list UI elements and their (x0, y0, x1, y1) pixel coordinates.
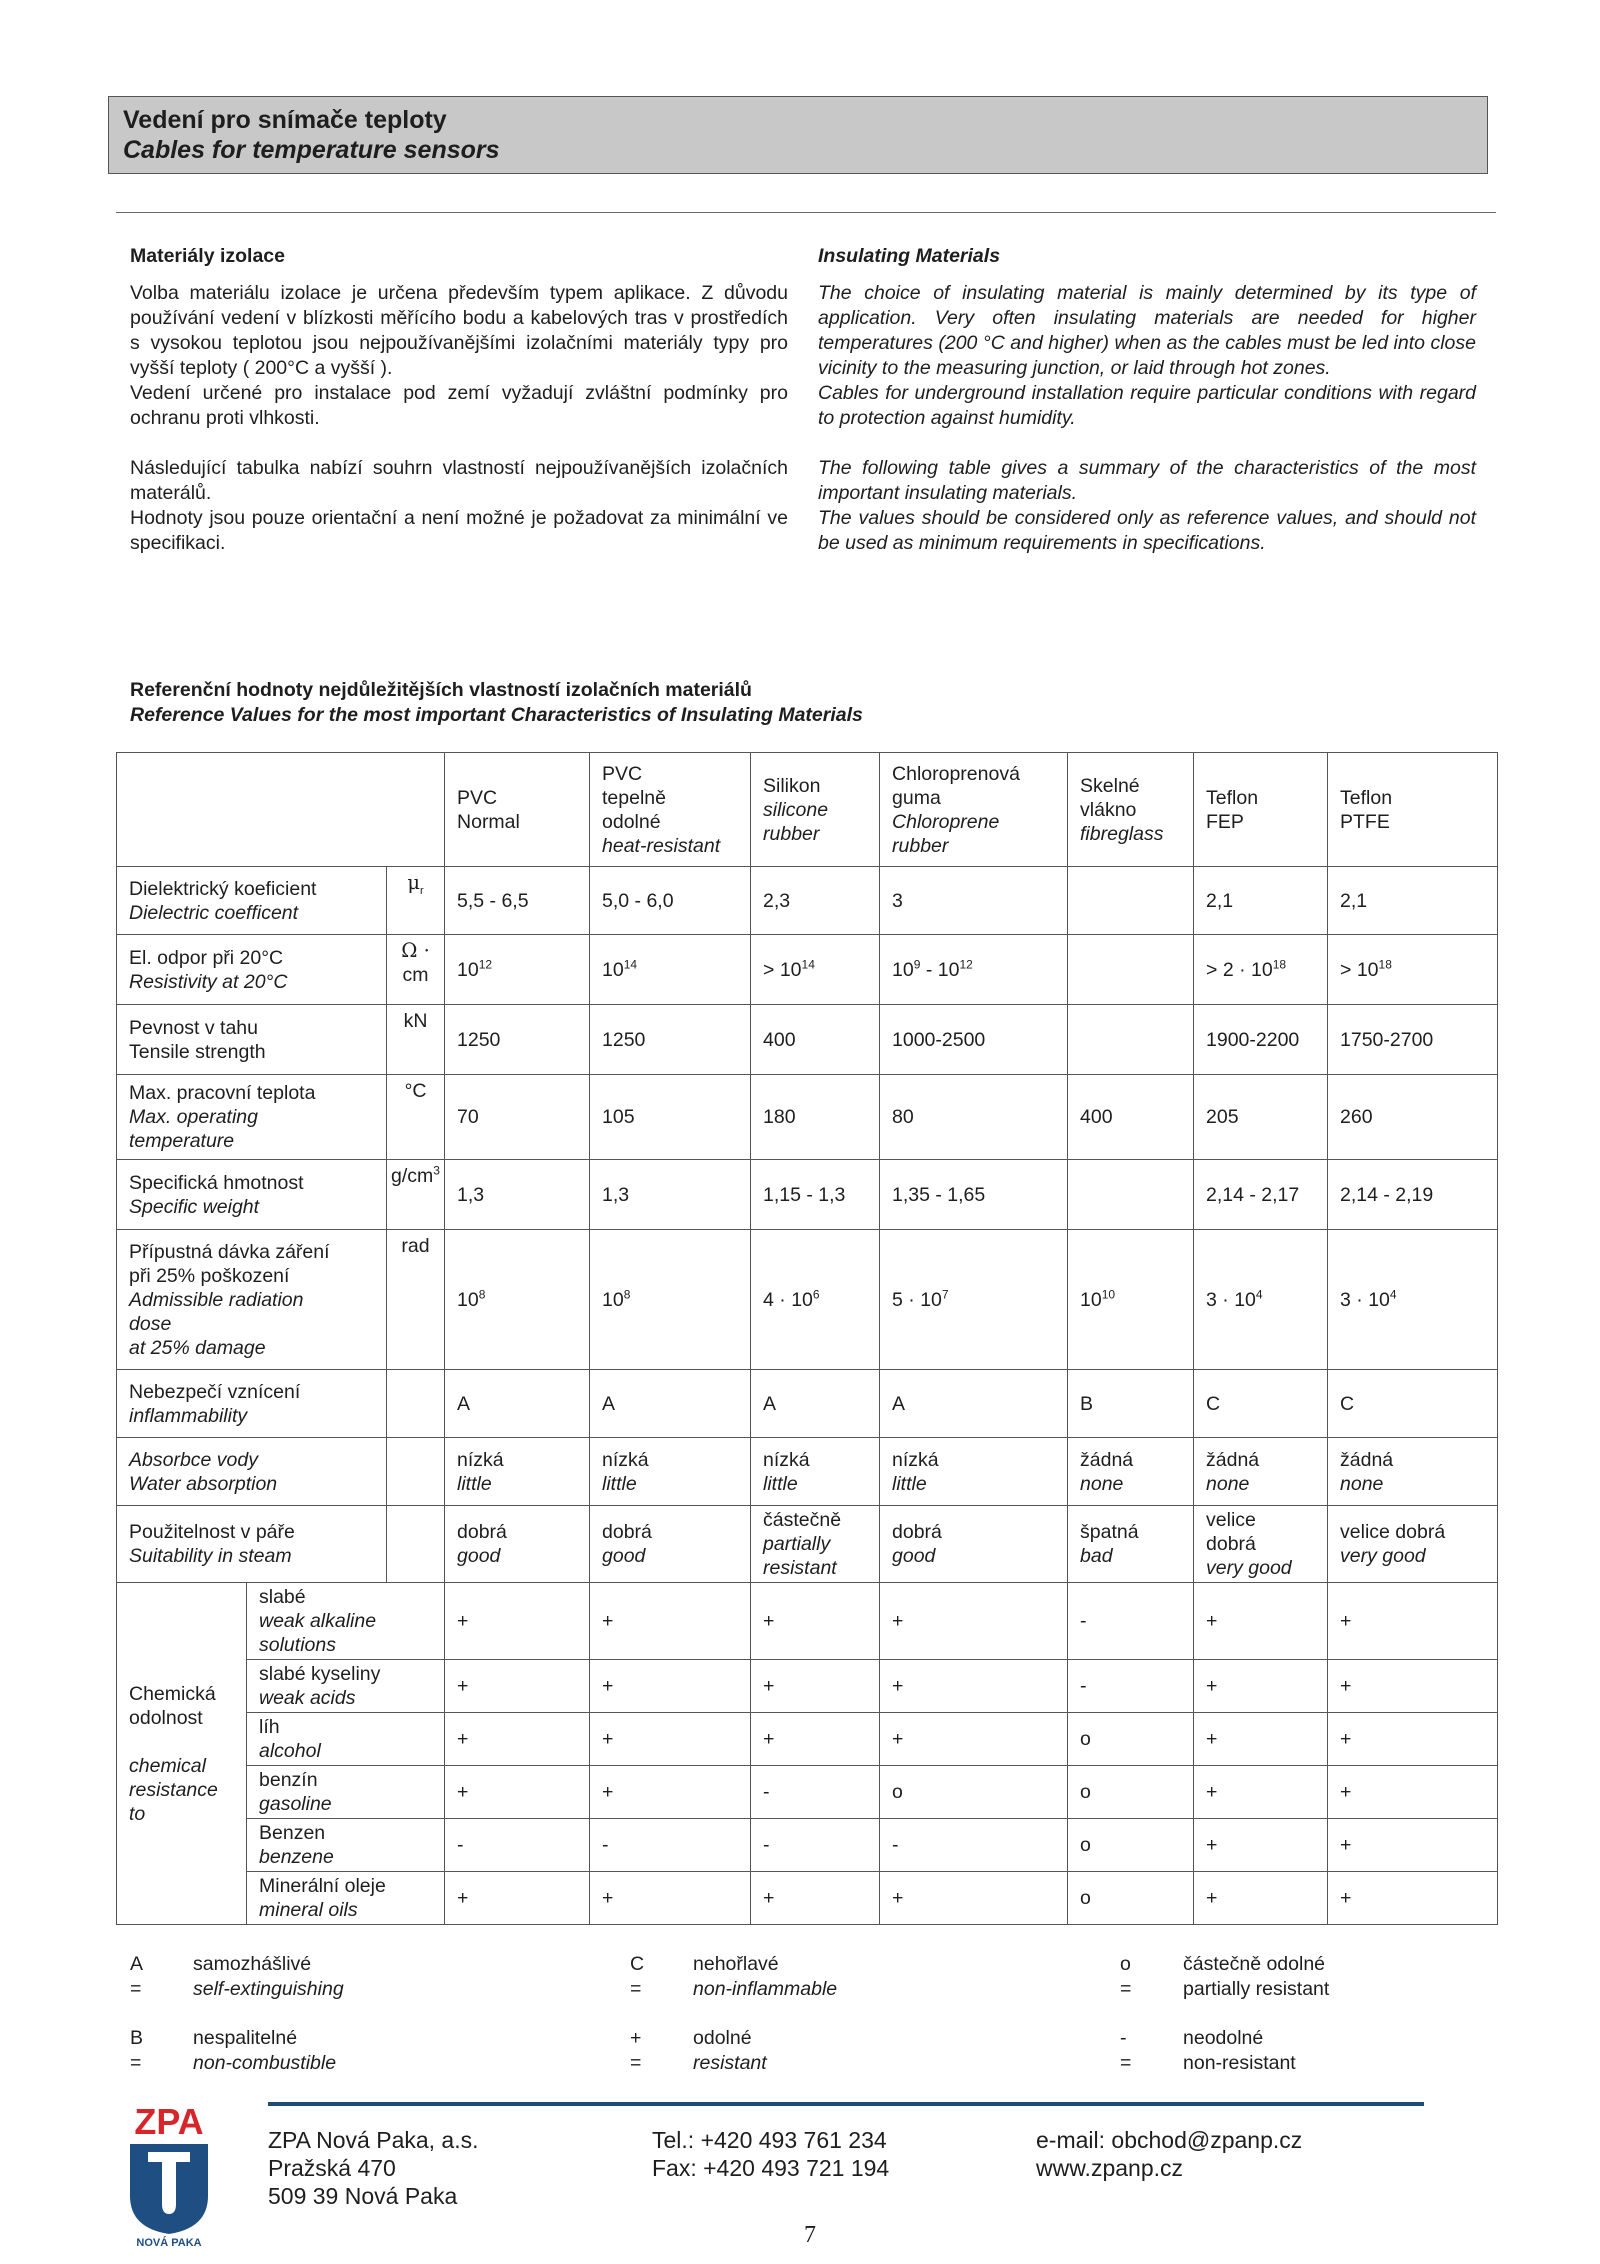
unit-cell (387, 1438, 445, 1506)
column-header: Teflon FEP (1194, 753, 1328, 867)
paragraph: The following table gives a summary of the characteristics of the most important insulating materials. (818, 457, 1476, 504)
table-cell: + (445, 1766, 590, 1819)
page-number: 7 (804, 2222, 816, 2248)
table-cell: $10^9 - 10^{12}$ (880, 935, 1068, 1005)
row-label: Absorbce vody Water absorption (117, 1438, 387, 1506)
unit-cell (387, 1370, 445, 1438)
row-label: Minerální oleje mineral oils (247, 1872, 445, 1925)
table-row (117, 1766, 1498, 1819)
table-cell: 1,35 - 1,65 (880, 1160, 1068, 1230)
table-cell: 1,15 - 1,3 (751, 1160, 880, 1230)
unit-cell (387, 1506, 445, 1583)
city: 509 39 Nová Paka (268, 2183, 458, 2209)
table-cell: o (880, 1766, 1068, 1819)
table-row (117, 1819, 1498, 1872)
table-cell: o (1068, 1872, 1194, 1925)
table-cell: 1,3 (445, 1160, 590, 1230)
reference-values-table (116, 752, 1498, 1925)
table-cell: špatná bad (1068, 1506, 1194, 1583)
table-cell: 1000-2500 (880, 1005, 1068, 1075)
website-link[interactable]: www.zpanp.cz (1036, 2155, 1184, 2181)
table-cell: + (1194, 1872, 1328, 1925)
table-cell: 400 (1068, 1075, 1194, 1160)
table-row (117, 935, 1498, 1005)
unit-cell: Ω · cm (387, 935, 445, 1005)
table-cell: - (751, 1766, 880, 1819)
header-divider (116, 212, 1496, 213)
footer-phone (652, 2126, 889, 2182)
table-cell: částečně partially resistant (751, 1506, 880, 1583)
table-cell: o (1068, 1766, 1194, 1819)
table-cell: + (1328, 1660, 1498, 1713)
table-cell: 5,0 - 6,0 (590, 867, 751, 935)
unit-cell: rad (387, 1230, 445, 1370)
street: Pražská 470 (268, 2155, 396, 2181)
page-header (108, 96, 1488, 174)
table-row (117, 1230, 1498, 1370)
table-cell: A (445, 1370, 590, 1438)
table-corner-cell (117, 753, 445, 867)
table-cell: + (445, 1713, 590, 1766)
table-title (130, 678, 863, 728)
table-cell: + (880, 1660, 1068, 1713)
column-header: PVC Normal (445, 753, 590, 867)
table-cell: 2,1 (1328, 867, 1498, 935)
row-label: Specifická hmotnost Specific weight (117, 1160, 387, 1230)
unit-cell: $\mu_r$ (387, 867, 445, 935)
table-cell: nízká little (880, 1438, 1068, 1506)
column-header: Silikon silicone rubber (751, 753, 880, 867)
table-cell: žádná none (1068, 1438, 1194, 1506)
table-title-cz: Referenční hodnoty nejdůležitějších vlastností izolačních materiálů (130, 679, 752, 701)
table-row (117, 1872, 1498, 1925)
row-label: El. odpor při 20°C Resistivity at 20°C (117, 935, 387, 1005)
table-cell: + (880, 1872, 1068, 1925)
table-cell: > $2 \cdot 10^{18}$ (1194, 935, 1328, 1005)
table-cell: 260 (1328, 1075, 1498, 1160)
table-cell: + (445, 1660, 590, 1713)
table-cell: dobrá good (590, 1506, 751, 1583)
unit-cell: kN (387, 1005, 445, 1075)
row-label: Benzen benzene (247, 1819, 445, 1872)
table-cell: + (1328, 1766, 1498, 1819)
table-cell (1068, 1005, 1194, 1075)
table-cell: 180 (751, 1075, 880, 1160)
table-cell: dobrá good (880, 1506, 1068, 1583)
unit-cell: $g/cm^3$ (387, 1160, 445, 1230)
table-cell: nízká little (445, 1438, 590, 1506)
table-cell: + (445, 1583, 590, 1660)
table-cell: A (590, 1370, 751, 1438)
paragraph: The values should be considered only as reference values, and should not be used as minimum requirements in specifications. (818, 507, 1476, 554)
table-cell: + (1194, 1819, 1328, 1872)
table-cell: 80 (880, 1075, 1068, 1160)
table-cell: $10^8$ (445, 1230, 590, 1370)
table-cell: + (880, 1713, 1068, 1766)
table-cell: - (1068, 1660, 1194, 1713)
table-cell: 1750-2700 (1328, 1005, 1498, 1075)
paragraph: Volba materiálu izolace je určena především typem aplikace. Z důvodu používání vedení v blízkosti měřícího bodu a kabelových tras v prostředích s vysokou teplotou jsou nejpoužívanějšími izolačními materiály typy pro vyšší teploty ( 200°C a vyšší ). (130, 282, 788, 379)
zpa-logo-icon (126, 2100, 212, 2248)
telephone: Tel.: +420 493 761 234 (652, 2127, 887, 2153)
paragraph: Cables for underground installation require particular conditions with regard to protection against humidity. (818, 382, 1476, 429)
table-cell: dobrá good (445, 1506, 590, 1583)
section-heading-cz: Materiály izolace (130, 245, 285, 267)
header-title-cz: Vedení pro snímače teploty (123, 106, 447, 134)
table-cell: + (1194, 1660, 1328, 1713)
paragraph: The choice of insulating material is mainly determined by its type of application. Very often insulating materials are needed for higher temperatures (200 °C and higher) when as the cables must be led into close vicinity to the measuring junction, or laid through hot zones. (818, 282, 1476, 379)
row-label: Použitelnost v páře Suitability in steam (117, 1506, 387, 1583)
table-cell: A (880, 1370, 1068, 1438)
table-cell: 2,14 - 2,17 (1194, 1160, 1328, 1230)
table-cell: + (1194, 1766, 1328, 1819)
table-row (117, 1370, 1498, 1438)
table-cell: 1900-2200 (1194, 1005, 1328, 1075)
table-cell: + (1194, 1713, 1328, 1766)
table-row (117, 1160, 1498, 1230)
table-cell: + (590, 1713, 751, 1766)
table-cell: 1250 (445, 1005, 590, 1075)
footer-address (268, 2126, 479, 2210)
table-cell (1068, 1160, 1194, 1230)
table-row (117, 867, 1498, 935)
left-column-cz (130, 244, 788, 556)
table-cell: 2,3 (751, 867, 880, 935)
row-label: Max. pracovní teplota Max. operating temperature (117, 1075, 387, 1160)
row-label: líh alcohol (247, 1713, 445, 1766)
table-cell: - (1068, 1583, 1194, 1660)
logo-caption: NOVÁ PAKA (136, 2237, 202, 2248)
table-cell: B (1068, 1370, 1194, 1438)
paragraph: Vedení určené pro instalace pod zemí vyžadují zvláštní podmínky pro ochranu proti vlhkosti. (130, 382, 788, 429)
row-label: slabé kyseliny weak acids (247, 1660, 445, 1713)
table-row (117, 1438, 1498, 1506)
table-cell: - (445, 1819, 590, 1872)
table-cell: nízká little (590, 1438, 751, 1506)
table-cell: žádná none (1328, 1438, 1498, 1506)
table-cell: + (751, 1713, 880, 1766)
row-label: Pevnost v tahu Tensile strength (117, 1005, 387, 1075)
table-cell: + (751, 1872, 880, 1925)
table-cell: 2,1 (1194, 867, 1328, 935)
table-cell: + (1328, 1713, 1498, 1766)
fax: Fax: +420 493 721 194 (652, 2155, 890, 2181)
row-label: slabé weak alkaline solutions (247, 1583, 445, 1660)
table-cell: + (1194, 1583, 1328, 1660)
footer-divider (268, 2102, 1424, 2106)
table-cell: + (590, 1660, 751, 1713)
table-cell: + (751, 1583, 880, 1660)
table-cell: 3 (880, 867, 1068, 935)
company-name: ZPA Nová Paka, a.s. (268, 2127, 479, 2153)
table-cell: + (590, 1766, 751, 1819)
table-cell: + (590, 1872, 751, 1925)
table-cell: $3 \cdot 10^4$ (1194, 1230, 1328, 1370)
table-cell: $5 \cdot 10^7$ (880, 1230, 1068, 1370)
table-cell: velice dobrá very good (1328, 1506, 1498, 1583)
table-cell: + (590, 1583, 751, 1660)
table-cell: > $10^{14}$ (751, 935, 880, 1005)
right-column-en (818, 244, 1476, 556)
table-row (117, 1005, 1498, 1075)
table-cell: C (1328, 1370, 1498, 1438)
table-header-row (117, 753, 1498, 867)
table-cell: 70 (445, 1075, 590, 1160)
header-title-en: Cables for temperature sensors (123, 136, 500, 164)
table-row (117, 1660, 1498, 1713)
table-cell: 2,14 - 2,19 (1328, 1160, 1498, 1230)
table-cell (1068, 935, 1194, 1005)
table-cell: 205 (1194, 1075, 1328, 1160)
table-cell: + (880, 1583, 1068, 1660)
table-cell: + (1328, 1872, 1498, 1925)
table-cell: 1,3 (590, 1160, 751, 1230)
table-cell: $10^8$ (590, 1230, 751, 1370)
column-header: Teflon PTFE (1328, 753, 1498, 867)
table-row (117, 1075, 1498, 1160)
row-label: benzín gasoline (247, 1766, 445, 1819)
table-cell: $3 \cdot 10^4$ (1328, 1230, 1498, 1370)
table-title-en: Reference Values for the most important Characteristics of Insulating Materials (130, 704, 863, 726)
table-cell: $10^{14}$ (590, 935, 751, 1005)
table-cell: - (751, 1819, 880, 1872)
table-cell: 400 (751, 1005, 880, 1075)
email-link[interactable]: e-mail: obchod@zpanp.cz (1036, 2127, 1303, 2153)
row-label: Dielektrický koeficient Dielectric coefficent (117, 867, 387, 935)
table-row (117, 1713, 1498, 1766)
paragraph: Hodnoty jsou pouze orientační a není možné je požadovat za minimální ve specifikaci. (130, 507, 788, 554)
table-cell: - (590, 1819, 751, 1872)
table-cell: C (1194, 1370, 1328, 1438)
column-header: Skelné vlákno fibreglass (1068, 753, 1194, 867)
table-cell: $10^{12}$ (445, 935, 590, 1005)
column-header: Chloroprenová guma Chloroprene rubber (880, 753, 1068, 867)
table-cell: $10^{10}$ (1068, 1230, 1194, 1370)
table-cell: + (1328, 1819, 1498, 1872)
footer-contact (1036, 2126, 1302, 2182)
table-cell: + (751, 1660, 880, 1713)
table-cell: o (1068, 1713, 1194, 1766)
table-cell: > $10^{18}$ (1328, 935, 1498, 1005)
table-cell: + (445, 1872, 590, 1925)
logo-wordmark: ZPA (134, 2101, 204, 2142)
chemical-resistance-label: Chemická odolnost chemical resistance to (117, 1583, 247, 1925)
table-cell: $4 \cdot 10^6$ (751, 1230, 880, 1370)
table-cell: + (1328, 1583, 1498, 1660)
table-cell: 105 (590, 1075, 751, 1160)
row-label: Nebezpečí vznícení inflammability (117, 1370, 387, 1438)
table-row (117, 1583, 1498, 1660)
column-header: PVC tepelně odolné heat-resistant (590, 753, 751, 867)
section-heading-en: Insulating Materials (818, 245, 1001, 267)
table-cell: o (1068, 1819, 1194, 1872)
paragraph: Následující tabulka nabízí souhrn vlastností nejpoužívanějších izolačních materálů. (130, 457, 788, 504)
table-row (117, 1506, 1498, 1583)
table-cell: 5,5 - 6,5 (445, 867, 590, 935)
table-cell (1068, 867, 1194, 935)
row-label: Přípustná dávka záření při 25% poškození Admissible radiation dose at 25% damage (117, 1230, 387, 1370)
table-cell: velice dobrá very good (1194, 1506, 1328, 1583)
table-cell: - (880, 1819, 1068, 1872)
table-cell: 1250 (590, 1005, 751, 1075)
unit-cell: °C (387, 1075, 445, 1160)
table-cell: žádná none (1194, 1438, 1328, 1506)
table-cell: A (751, 1370, 880, 1438)
table-cell: nízká little (751, 1438, 880, 1506)
